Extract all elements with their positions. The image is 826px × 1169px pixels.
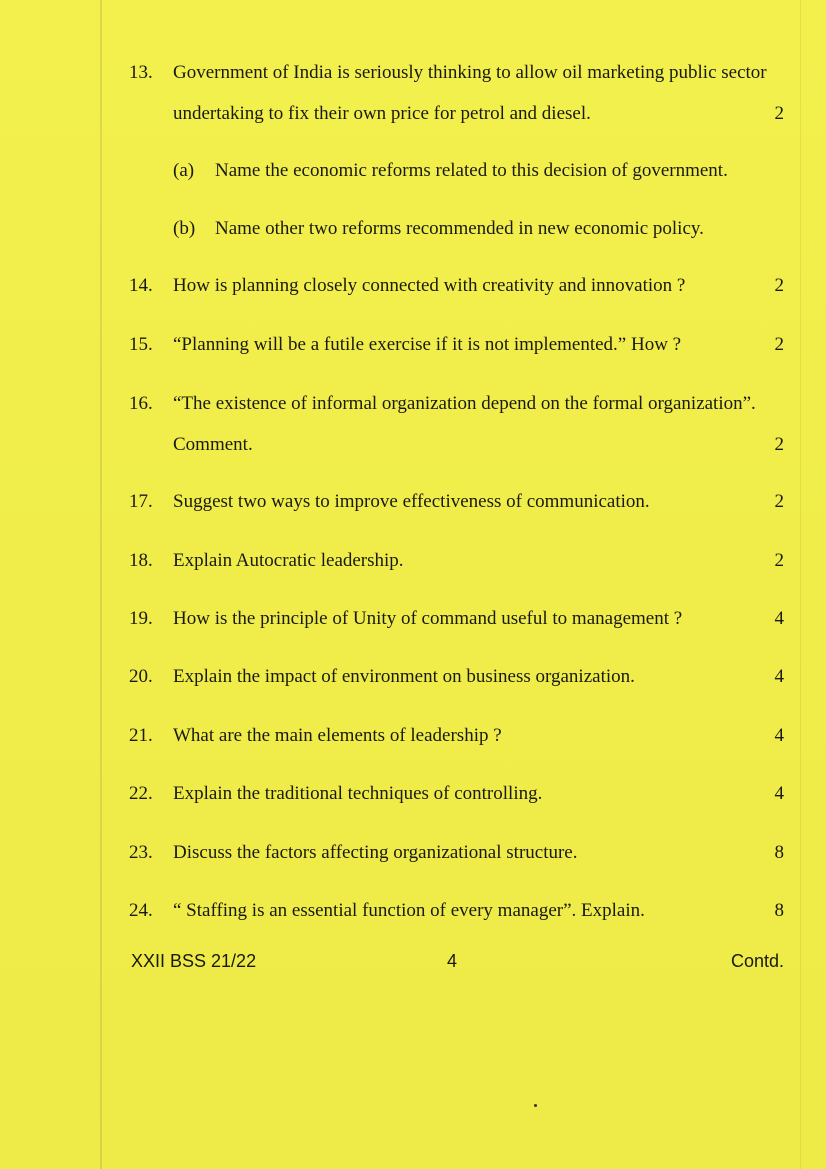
question-text: Explain the impact of environment on business organization.: [173, 666, 635, 687]
question-number: 13.: [129, 62, 153, 83]
question-text: Discuss the factors affecting organizational structure.: [173, 842, 578, 863]
question-number: 15.: [129, 334, 153, 355]
question-number: 18.: [129, 550, 153, 571]
question-number: 17.: [129, 491, 153, 512]
question-text: How is the principle of Unity of command useful to management ?: [173, 608, 683, 629]
paper-fold-line: [100, 0, 102, 1169]
question-number: 19.: [129, 608, 153, 629]
question-marks: 2: [774, 334, 784, 355]
question-text: Government of India is seriously thinking to allow oil marketing public sector: [173, 62, 767, 83]
question-marks: 2: [774, 275, 784, 296]
scan-speck: [534, 1104, 537, 1107]
question-text-continued: Comment.: [173, 434, 253, 455]
question-marks: 4: [774, 725, 784, 746]
question-marks: 2: [774, 434, 784, 455]
question-marks: 8: [774, 900, 784, 921]
question-marks: 2: [774, 491, 784, 512]
question-marks: 2: [774, 103, 784, 124]
question-number: 24.: [129, 900, 153, 921]
page-number: 4: [447, 951, 458, 971]
question-text: What are the main elements of leadership ?: [173, 725, 502, 746]
question-text: Suggest two ways to improve effectiveness of communication.: [173, 491, 650, 512]
continued-label: Contd.: [731, 951, 785, 971]
question-text: How is planning closely connected with creativity and innovation ?: [173, 275, 686, 296]
question-marks: 4: [774, 783, 784, 804]
question-text: “Planning will be a futile exercise if it is not implemented.” How ?: [173, 334, 682, 355]
question-number: 20.: [129, 666, 153, 687]
question-number: 16.: [129, 393, 153, 414]
question-text: “ Staffing is an essential function of every manager”. Explain.: [173, 900, 645, 921]
question-marks: 4: [774, 608, 784, 629]
paper-code: XXII BSS 21/22: [131, 951, 257, 971]
question-text: “The existence of informal organization depend on the formal organization”.: [173, 393, 756, 414]
question-text: Explain the traditional techniques of controlling.: [173, 783, 543, 804]
paper-edge-line: [800, 0, 801, 1169]
subpart-label: (a): [173, 160, 195, 181]
question-number: 23.: [129, 842, 153, 863]
question-text: Explain Autocratic leadership.: [173, 550, 404, 571]
question-marks: 2: [774, 550, 784, 571]
question-number: 21.: [129, 725, 153, 746]
question-marks: 4: [774, 666, 784, 687]
question-number: 22.: [129, 783, 153, 804]
subpart-label: (b): [173, 218, 196, 239]
subpart-text: Name the economic reforms related to this decision of government.: [215, 160, 728, 181]
question-text-continued: undertaking to fix their own price for petrol and diesel.: [173, 103, 591, 124]
question-number: 14.: [129, 275, 153, 296]
subpart-text: Name other two reforms recommended in new economic policy.: [215, 218, 704, 239]
question-marks: 8: [774, 842, 784, 863]
